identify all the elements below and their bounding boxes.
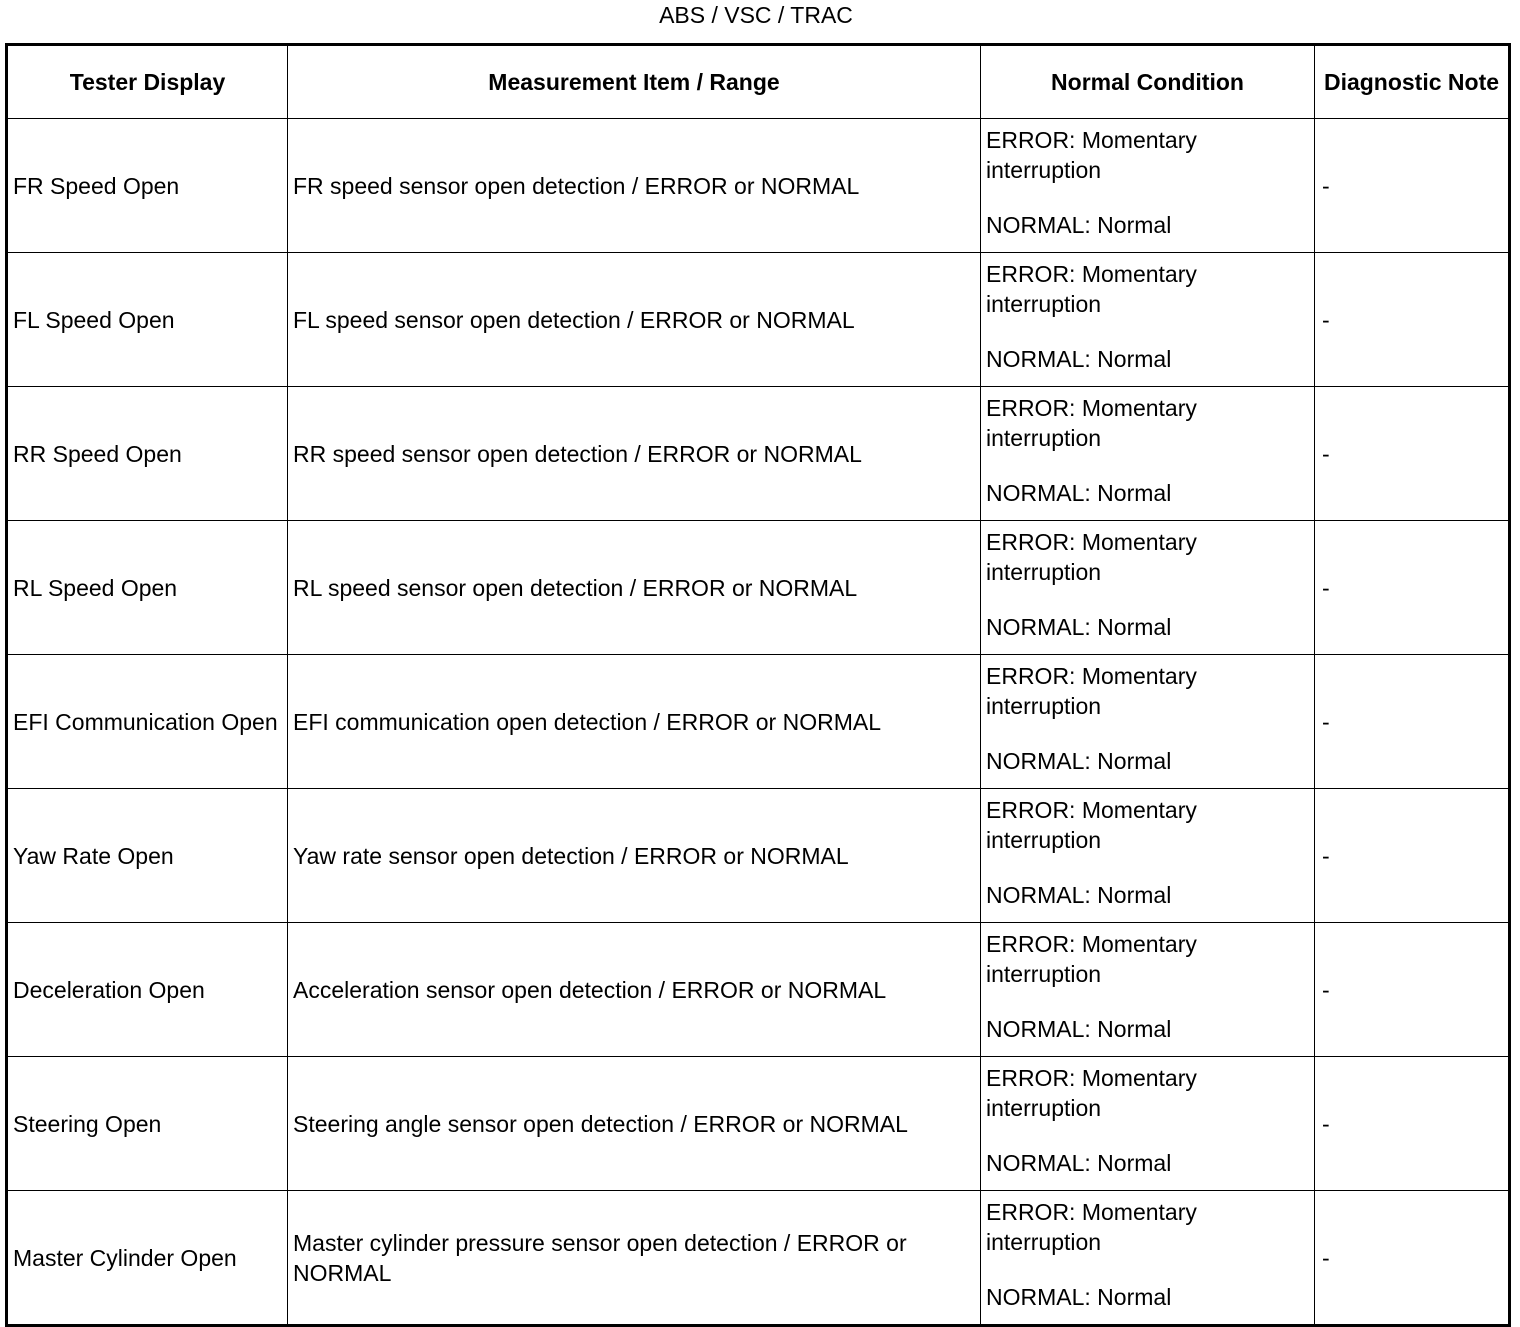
condition-normal-text: NORMAL: Normal bbox=[986, 212, 1172, 238]
table-row bbox=[7, 655, 1510, 789]
cell-measurement-item: FL speed sensor open detection / ERROR or NORMAL bbox=[288, 253, 981, 387]
table-row bbox=[7, 253, 1510, 387]
condition-normal-text: NORMAL: Normal bbox=[986, 748, 1172, 774]
cell-normal-condition bbox=[981, 119, 1315, 253]
cell-measurement-item: RL speed sensor open detection / ERROR or NORMAL bbox=[288, 521, 981, 655]
cell-measurement-item: Master cylinder pressure sensor open detection / ERROR or NORMAL bbox=[288, 1191, 981, 1326]
condition-error-text: ERROR: Momentary interruption bbox=[986, 1199, 1197, 1255]
table-row bbox=[7, 789, 1510, 923]
condition-error-text: ERROR: Momentary interruption bbox=[986, 127, 1197, 183]
cell-measurement-item: FR speed sensor open detection / ERROR or NORMAL bbox=[288, 119, 981, 253]
cell-measurement-item: EFI communication open detection / ERROR or NORMAL bbox=[288, 655, 981, 789]
cell-measurement-item: Yaw rate sensor open detection / ERROR or NORMAL bbox=[288, 789, 981, 923]
cell-normal-condition bbox=[981, 1191, 1315, 1326]
cell-diagnostic-note: - bbox=[1315, 119, 1510, 253]
cell-tester-display: FR Speed Open bbox=[7, 119, 288, 253]
cell-measurement-item: RR speed sensor open detection / ERROR or NORMAL bbox=[288, 387, 981, 521]
cell-tester-display: Yaw Rate Open bbox=[7, 789, 288, 923]
cell-tester-display: Steering Open bbox=[7, 1057, 288, 1191]
cell-diagnostic-note: - bbox=[1315, 521, 1510, 655]
condition-normal-text: NORMAL: Normal bbox=[986, 1150, 1172, 1176]
table-row bbox=[7, 119, 1510, 253]
table-row bbox=[7, 1191, 1510, 1326]
condition-error-text: ERROR: Momentary interruption bbox=[986, 395, 1197, 451]
header-tester-display: Tester Display bbox=[7, 45, 288, 119]
table-row bbox=[7, 521, 1510, 655]
cell-tester-display: RL Speed Open bbox=[7, 521, 288, 655]
cell-diagnostic-note: - bbox=[1315, 387, 1510, 521]
cell-normal-condition bbox=[981, 1057, 1315, 1191]
header-measurement-item: Measurement Item / Range bbox=[288, 45, 981, 119]
header-row bbox=[7, 45, 1510, 119]
condition-normal-text: NORMAL: Normal bbox=[986, 480, 1172, 506]
condition-normal-text: NORMAL: Normal bbox=[986, 346, 1172, 372]
table-row bbox=[7, 1057, 1510, 1191]
cell-normal-condition bbox=[981, 655, 1315, 789]
condition-error-text: ERROR: Momentary interruption bbox=[986, 797, 1197, 853]
cell-diagnostic-note: - bbox=[1315, 1057, 1510, 1191]
condition-normal-text: NORMAL: Normal bbox=[986, 614, 1172, 640]
table-row bbox=[7, 923, 1510, 1057]
page-title: ABS / VSC / TRAC bbox=[659, 2, 853, 28]
condition-normal-text: NORMAL: Normal bbox=[986, 1016, 1172, 1042]
header-normal-condition: Normal Condition bbox=[981, 45, 1315, 119]
condition-normal-text: NORMAL: Normal bbox=[986, 882, 1172, 908]
condition-error-text: ERROR: Momentary interruption bbox=[986, 529, 1197, 585]
table-row bbox=[7, 387, 1510, 521]
cell-normal-condition bbox=[981, 923, 1315, 1057]
condition-normal-text: NORMAL: Normal bbox=[986, 1284, 1172, 1310]
cell-normal-condition bbox=[981, 387, 1315, 521]
cell-measurement-item: Acceleration sensor open detection / ERROR or NORMAL bbox=[288, 923, 981, 1057]
cell-normal-condition bbox=[981, 789, 1315, 923]
cell-diagnostic-note: - bbox=[1315, 655, 1510, 789]
cell-normal-condition bbox=[981, 253, 1315, 387]
cell-measurement-item: Steering angle sensor open detection / ERROR or NORMAL bbox=[288, 1057, 981, 1191]
condition-error-text: ERROR: Momentary interruption bbox=[986, 261, 1197, 317]
cell-tester-display: Deceleration Open bbox=[7, 923, 288, 1057]
cell-diagnostic-note: - bbox=[1315, 789, 1510, 923]
cell-diagnostic-note: - bbox=[1315, 1191, 1510, 1326]
cell-normal-condition bbox=[981, 521, 1315, 655]
condition-error-text: ERROR: Momentary interruption bbox=[986, 663, 1197, 719]
cell-diagnostic-note: - bbox=[1315, 923, 1510, 1057]
cell-tester-display: EFI Communication Open bbox=[7, 655, 288, 789]
cell-tester-display: Master Cylinder Open bbox=[7, 1191, 288, 1326]
condition-error-text: ERROR: Momentary interruption bbox=[986, 1065, 1197, 1121]
cell-tester-display: RR Speed Open bbox=[7, 387, 288, 521]
data-table bbox=[5, 43, 1511, 1327]
condition-error-text: ERROR: Momentary interruption bbox=[986, 931, 1197, 987]
cell-tester-display: FL Speed Open bbox=[7, 253, 288, 387]
header-diagnostic-note: Diagnostic Note bbox=[1315, 45, 1510, 119]
cell-diagnostic-note: - bbox=[1315, 253, 1510, 387]
